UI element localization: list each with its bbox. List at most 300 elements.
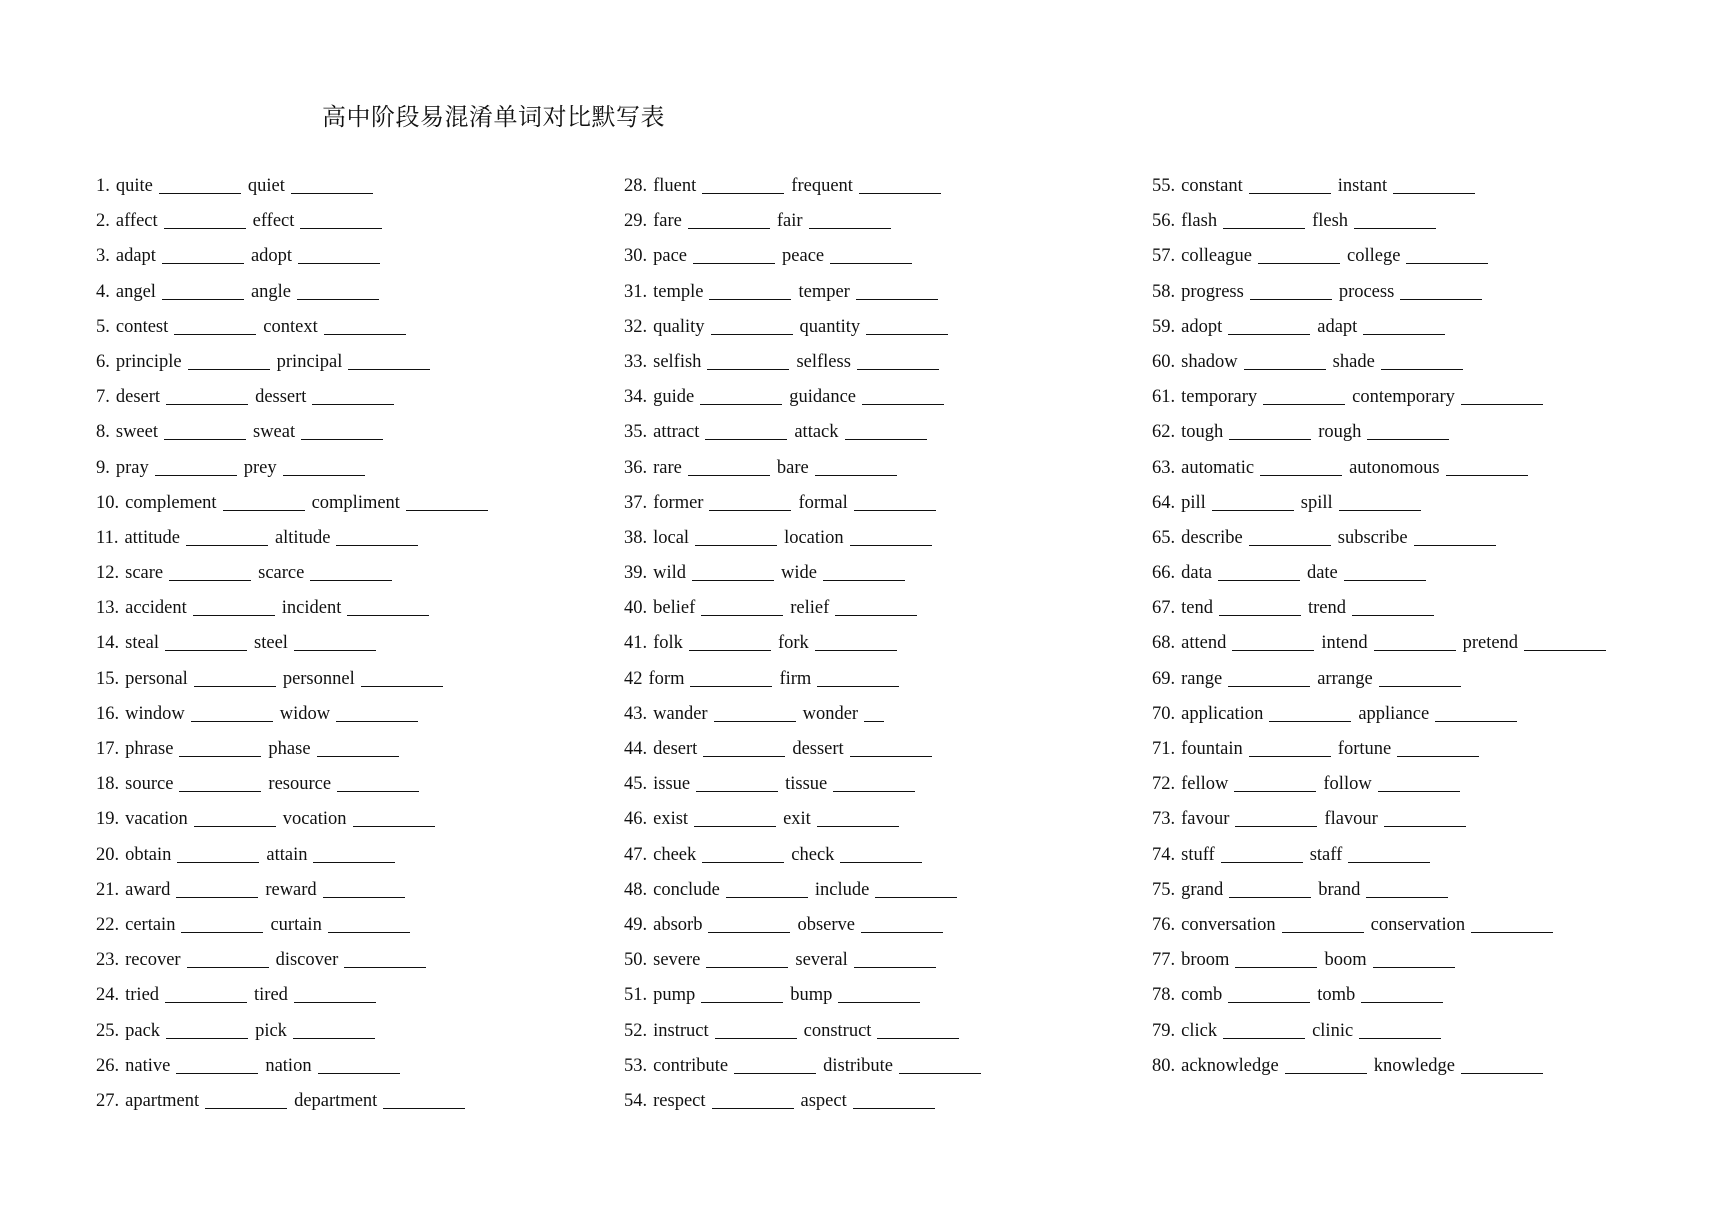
vocabulary-word: location: [784, 527, 844, 548]
answer-blank[interactable]: [696, 790, 778, 792]
item-number: 19.: [96, 809, 120, 830]
vocabulary-word: sweet: [115, 422, 158, 443]
answer-blank[interactable]: [164, 438, 246, 440]
vocabulary-word: shade: [1332, 351, 1375, 372]
word-pair-row: [96, 880, 596, 915]
answer-blank[interactable]: [877, 1037, 959, 1039]
answer-blank[interactable]: [1232, 649, 1314, 651]
answer-blank[interactable]: [293, 1037, 375, 1039]
answer-blank[interactable]: [712, 1107, 794, 1109]
column-3: [1152, 176, 1652, 1091]
word-pair-row: [1152, 317, 1652, 352]
vocabulary-word: pick: [255, 1020, 287, 1041]
answer-blank[interactable]: [353, 825, 435, 827]
answer-blank[interactable]: [1249, 192, 1331, 194]
vocabulary-word: colleague: [1181, 246, 1252, 267]
answer-blank[interactable]: [1384, 825, 1466, 827]
vocabulary-word: quantity: [799, 316, 861, 337]
vocabulary-word: fluent: [653, 176, 697, 196]
word-pair-row: [1152, 422, 1652, 457]
answer-blank[interactable]: [159, 192, 241, 194]
item-number: 71.: [1152, 739, 1176, 759]
word-pair-row: [96, 633, 596, 668]
answer-blank[interactable]: [840, 861, 922, 863]
answer-blank[interactable]: [361, 685, 443, 687]
answer-blank[interactable]: [291, 192, 373, 194]
vocabulary-word: department: [294, 1090, 378, 1111]
item-number: 41.: [624, 633, 648, 654]
answer-blank[interactable]: [1228, 1001, 1310, 1003]
word-pair-row: [96, 563, 596, 598]
answer-blank[interactable]: [854, 966, 936, 968]
answer-blank[interactable]: [815, 474, 897, 476]
vocabulary-word: adapt: [1317, 316, 1358, 337]
answer-blank[interactable]: [701, 614, 783, 616]
answer-blank[interactable]: [1446, 474, 1528, 476]
answer-blank[interactable]: [194, 825, 276, 827]
vocabulary-word: aspect: [800, 1090, 847, 1111]
answer-blank[interactable]: [1344, 579, 1426, 581]
vocabulary-word: affect: [115, 211, 158, 232]
answer-blank[interactable]: [709, 509, 791, 511]
vocabulary-word: accident: [125, 598, 187, 619]
vocabulary-word: fair: [776, 211, 803, 232]
item-number: 34.: [624, 387, 648, 408]
answer-blank[interactable]: [336, 544, 418, 546]
answer-blank[interactable]: [336, 720, 418, 722]
word-pair-row: [1152, 739, 1652, 774]
answer-blank[interactable]: [715, 1037, 797, 1039]
vocabulary-word: personal: [125, 668, 188, 689]
vocabulary-word: attitude: [124, 527, 180, 548]
answer-blank[interactable]: [861, 931, 943, 933]
answer-blank[interactable]: [694, 825, 776, 827]
vocabulary-word: reward: [265, 879, 317, 900]
answer-blank[interactable]: [714, 720, 796, 722]
answer-blank[interactable]: [833, 790, 915, 792]
answer-blank[interactable]: [823, 579, 905, 581]
answer-blank[interactable]: [1269, 720, 1351, 722]
answer-blank[interactable]: [318, 1072, 400, 1074]
vocabulary-word: relief: [790, 598, 830, 619]
column-1: [96, 176, 596, 1126]
word-pair-row: [1152, 493, 1652, 528]
answer-blank[interactable]: [191, 720, 273, 722]
answer-blank[interactable]: [297, 298, 379, 300]
vocabulary-word: knowledge: [1373, 1055, 1455, 1076]
item-number: 30.: [624, 246, 648, 267]
answer-blank[interactable]: [815, 649, 897, 651]
vocabulary-word: fork: [777, 633, 809, 654]
answer-blank[interactable]: [176, 896, 258, 898]
page-title: 高中阶段易混淆单词对比默写表: [322, 103, 665, 131]
vocabulary-word: tend: [1181, 598, 1213, 619]
vocabulary-word: clinic: [1312, 1020, 1354, 1041]
answer-blank[interactable]: [337, 790, 419, 792]
answer-blank[interactable]: [348, 368, 430, 370]
answer-blank[interactable]: [1229, 896, 1311, 898]
answer-blank[interactable]: [1348, 861, 1430, 863]
word-pair-row: [1152, 880, 1652, 915]
answer-blank[interactable]: [193, 614, 275, 616]
item-number: 16.: [96, 703, 120, 724]
answer-blank[interactable]: [693, 262, 775, 264]
word-pair-row: [624, 211, 1124, 246]
vocabulary-word: click: [1181, 1020, 1218, 1041]
answer-blank[interactable]: [1249, 544, 1331, 546]
vocabulary-word: fare: [653, 211, 682, 232]
answer-blank[interactable]: [1374, 649, 1456, 651]
word-pair-row: [1152, 458, 1652, 493]
vocabulary-word: brand: [1318, 879, 1361, 900]
item-number: 77.: [1152, 950, 1176, 971]
answer-blank[interactable]: [734, 1072, 816, 1074]
answer-blank[interactable]: [187, 966, 269, 968]
answer-blank[interactable]: [165, 1001, 247, 1003]
word-pair-row: [624, 176, 1124, 211]
answer-blank[interactable]: [899, 1072, 981, 1074]
item-number: 24.: [96, 985, 120, 1006]
item-number: 78.: [1152, 985, 1176, 1006]
item-number: 2.: [96, 211, 110, 232]
answer-blank[interactable]: [300, 227, 382, 229]
word-pair-row: [96, 352, 596, 387]
vocabulary-word: personnel: [282, 668, 355, 689]
item-number: 61.: [1152, 387, 1176, 408]
vocabulary-word: guidance: [789, 387, 857, 408]
answer-blank[interactable]: [1282, 931, 1364, 933]
answer-blank[interactable]: [1381, 368, 1463, 370]
vocabulary-word: compliment: [311, 492, 400, 513]
item-number: 49.: [624, 914, 648, 935]
vocabulary-word: temper: [798, 281, 850, 302]
vocabulary-word: construct: [803, 1020, 872, 1041]
vocabulary-word: fortune: [1337, 739, 1392, 759]
item-number: 32.: [624, 316, 648, 337]
vocabulary-word: temporary: [1181, 387, 1258, 408]
vocabulary-word: steel: [254, 633, 288, 654]
vocabulary-word: selfish: [653, 351, 702, 372]
answer-blank[interactable]: [1393, 192, 1475, 194]
answer-blank[interactable]: [856, 298, 938, 300]
answer-blank[interactable]: [864, 720, 884, 722]
answer-blank[interactable]: [1260, 474, 1342, 476]
item-number: 22.: [96, 914, 120, 935]
answer-blank[interactable]: [1363, 333, 1445, 335]
answer-blank[interactable]: [1258, 262, 1340, 264]
answer-blank[interactable]: [1228, 333, 1310, 335]
answer-blank[interactable]: [294, 1001, 376, 1003]
vocabulary-word: wild: [653, 563, 687, 584]
vocabulary-word: process: [1338, 281, 1395, 302]
vocabulary-word: staff: [1309, 844, 1343, 865]
vocabulary-word: conservation: [1370, 914, 1466, 935]
item-number: 46.: [624, 809, 648, 830]
word-pair-row: [624, 317, 1124, 352]
answer-blank[interactable]: [692, 579, 774, 581]
answer-blank[interactable]: [162, 298, 244, 300]
item-number: 65.: [1152, 527, 1176, 548]
answer-blank[interactable]: [688, 227, 770, 229]
vocabulary-word: adopt: [250, 246, 293, 267]
answer-blank[interactable]: [690, 685, 772, 687]
answer-blank[interactable]: [702, 192, 784, 194]
vocabulary-word: pace: [653, 246, 688, 267]
answer-blank[interactable]: [176, 1072, 258, 1074]
answer-blank[interactable]: [830, 262, 912, 264]
vocabulary-word: pretend: [1462, 633, 1519, 654]
vocabulary-word: college: [1347, 246, 1401, 267]
answer-blank[interactable]: [862, 403, 944, 405]
vocabulary-word: form: [648, 668, 685, 689]
vocabulary-word: observe: [797, 914, 855, 935]
answer-blank[interactable]: [1414, 544, 1496, 546]
answer-blank[interactable]: [857, 368, 939, 370]
answer-blank[interactable]: [845, 438, 927, 440]
word-pair-row: [1152, 176, 1652, 211]
answer-blank[interactable]: [1229, 438, 1311, 440]
answer-blank[interactable]: [709, 298, 791, 300]
vocabulary-word: exist: [653, 809, 689, 830]
word-pair-row: [624, 493, 1124, 528]
word-pair-row: [96, 528, 596, 563]
vocabulary-word: application: [1181, 703, 1264, 724]
vocabulary-word: altitude: [274, 527, 331, 548]
answer-blank[interactable]: [1406, 262, 1488, 264]
answer-blank[interactable]: [324, 333, 406, 335]
item-number: 72.: [1152, 774, 1176, 795]
answer-blank[interactable]: [817, 825, 899, 827]
item-number: 60.: [1152, 351, 1176, 372]
answer-blank[interactable]: [1354, 227, 1436, 229]
word-pair-row: [624, 845, 1124, 880]
item-number: 23.: [96, 950, 120, 971]
vocabulary-word: local: [653, 527, 690, 548]
answer-blank[interactable]: [177, 861, 259, 863]
answer-blank[interactable]: [1212, 509, 1294, 511]
answer-blank[interactable]: [162, 262, 244, 264]
answer-blank[interactable]: [283, 474, 365, 476]
answer-blank[interactable]: [317, 755, 399, 757]
item-number: 10.: [96, 492, 120, 513]
vocabulary-word: issue: [653, 774, 691, 795]
answer-blank[interactable]: [294, 649, 376, 651]
answer-blank[interactable]: [164, 227, 246, 229]
answer-blank[interactable]: [1361, 1001, 1443, 1003]
answer-blank[interactable]: [165, 649, 247, 651]
answer-blank[interactable]: [155, 474, 237, 476]
vocabulary-word: fellow: [1181, 774, 1229, 795]
vocabulary-word: trend: [1307, 598, 1346, 619]
column-2: [624, 176, 1124, 1126]
answer-blank[interactable]: [186, 544, 268, 546]
answer-blank[interactable]: [1435, 720, 1517, 722]
vocabulary-word: principal: [276, 351, 343, 372]
answer-blank[interactable]: [838, 1001, 920, 1003]
vocabulary-word: principle: [115, 351, 182, 372]
answer-blank[interactable]: [706, 966, 788, 968]
item-number: 13.: [96, 598, 120, 619]
vocabulary-word: comb: [1181, 985, 1223, 1006]
vocabulary-word: attend: [1181, 633, 1227, 654]
word-pair-row: [96, 422, 596, 457]
answer-blank[interactable]: [705, 438, 787, 440]
word-pair-row: [1152, 669, 1652, 704]
answer-blank[interactable]: [1524, 649, 1606, 651]
answer-blank[interactable]: [1244, 368, 1326, 370]
answer-blank[interactable]: [166, 403, 248, 405]
answer-blank[interactable]: [310, 579, 392, 581]
word-pair-row: [624, 1056, 1124, 1091]
vocabulary-word: instruct: [653, 1020, 709, 1041]
item-number: 5.: [96, 316, 110, 337]
word-pair-row: [624, 598, 1124, 633]
word-pair-row: [96, 282, 596, 317]
answer-blank[interactable]: [850, 544, 932, 546]
answer-blank[interactable]: [688, 474, 770, 476]
vocabulary-word: flavour: [1324, 809, 1378, 830]
item-number: 74.: [1152, 844, 1176, 865]
vocabulary-word: favour: [1181, 809, 1230, 830]
answer-blank[interactable]: [700, 403, 782, 405]
answer-blank[interactable]: [711, 333, 793, 335]
word-pair-row: [96, 1021, 596, 1056]
vocabulary-word: incident: [281, 598, 342, 619]
answer-blank[interactable]: [1218, 579, 1300, 581]
answer-blank[interactable]: [1219, 614, 1301, 616]
answer-blank[interactable]: [1366, 896, 1448, 898]
vocabulary-word: conclude: [653, 879, 720, 900]
answer-blank[interactable]: [1397, 755, 1479, 757]
answer-blank[interactable]: [328, 931, 410, 933]
answer-blank[interactable]: [866, 333, 948, 335]
answer-blank[interactable]: [169, 579, 251, 581]
answer-blank[interactable]: [1378, 790, 1460, 792]
answer-blank[interactable]: [695, 544, 777, 546]
vocabulary-word: instant: [1337, 176, 1388, 196]
answer-blank[interactable]: [875, 896, 957, 898]
item-number: 58.: [1152, 281, 1176, 302]
vocabulary-word: check: [791, 844, 835, 865]
item-number: 35.: [624, 422, 648, 443]
answer-blank[interactable]: [323, 896, 405, 898]
answer-blank[interactable]: [312, 403, 394, 405]
answer-blank[interactable]: [194, 685, 276, 687]
answer-blank[interactable]: [850, 755, 932, 757]
answer-blank[interactable]: [1359, 1037, 1441, 1039]
answer-blank[interactable]: [1250, 298, 1332, 300]
answer-blank[interactable]: [313, 861, 395, 863]
word-pair-row: [1152, 915, 1652, 950]
vocabulary-word: shadow: [1181, 351, 1238, 372]
word-pair-row: [96, 985, 596, 1020]
answer-blank[interactable]: [383, 1107, 465, 1109]
answer-blank[interactable]: [1263, 403, 1345, 405]
answer-blank[interactable]: [179, 755, 261, 757]
answer-blank[interactable]: [1339, 509, 1421, 511]
vocabulary-word: attract: [653, 422, 700, 443]
answer-blank[interactable]: [223, 509, 305, 511]
answer-blank[interactable]: [1234, 790, 1316, 792]
answer-blank[interactable]: [726, 896, 808, 898]
answer-blank[interactable]: [702, 861, 784, 863]
vocabulary-word: respect: [653, 1090, 706, 1111]
answer-blank[interactable]: [817, 685, 899, 687]
answer-blank[interactable]: [1373, 966, 1455, 968]
answer-blank[interactable]: [298, 262, 380, 264]
answer-blank[interactable]: [703, 755, 785, 757]
answer-blank[interactable]: [701, 1001, 783, 1003]
answer-blank[interactable]: [188, 368, 270, 370]
answer-blank[interactable]: [347, 614, 429, 616]
vocabulary-word: data: [1181, 563, 1212, 584]
vocabulary-word: date: [1306, 563, 1338, 584]
answer-blank[interactable]: [181, 931, 263, 933]
vocabulary-word: recover: [125, 950, 181, 971]
answer-blank[interactable]: [1223, 227, 1305, 229]
answer-blank[interactable]: [854, 509, 936, 511]
answer-blank[interactable]: [179, 790, 261, 792]
answer-blank[interactable]: [1461, 1072, 1543, 1074]
answer-blank[interactable]: [1228, 685, 1310, 687]
word-pair-row: [1152, 809, 1652, 844]
answer-blank[interactable]: [406, 509, 488, 511]
vocabulary-word: arrange: [1317, 668, 1373, 689]
item-number: 4.: [96, 281, 110, 302]
answer-blank[interactable]: [301, 438, 383, 440]
answer-blank[interactable]: [859, 192, 941, 194]
item-number: 50.: [624, 950, 648, 971]
word-pair-row: [624, 633, 1124, 668]
answer-blank[interactable]: [707, 368, 789, 370]
vocabulary-word: discover: [275, 950, 339, 971]
answer-blank[interactable]: [1235, 966, 1317, 968]
answer-blank[interactable]: [1471, 931, 1553, 933]
answer-blank[interactable]: [166, 1037, 248, 1039]
item-number: 42: [624, 668, 643, 689]
word-pair-row: [1152, 845, 1652, 880]
answer-blank[interactable]: [853, 1107, 935, 1109]
vocabulary-word: several: [795, 950, 848, 971]
item-number: 70.: [1152, 703, 1176, 724]
answer-blank[interactable]: [835, 614, 917, 616]
answer-blank[interactable]: [174, 333, 256, 335]
answer-blank[interactable]: [1379, 685, 1461, 687]
vocabulary-word: window: [125, 703, 185, 724]
vocabulary-word: appliance: [1358, 703, 1430, 724]
answer-blank[interactable]: [1400, 298, 1482, 300]
answer-blank[interactable]: [344, 966, 426, 968]
word-pair-row: [96, 211, 596, 246]
item-number: 67.: [1152, 598, 1176, 619]
answer-blank[interactable]: [708, 931, 790, 933]
answer-blank[interactable]: [1223, 1037, 1305, 1039]
answer-blank[interactable]: [1285, 1072, 1367, 1074]
word-pair-row: [1152, 1021, 1652, 1056]
item-number: 80.: [1152, 1055, 1176, 1076]
answer-blank[interactable]: [809, 227, 891, 229]
answer-blank[interactable]: [1367, 438, 1449, 440]
answer-blank[interactable]: [1461, 403, 1543, 405]
answer-blank[interactable]: [1221, 861, 1303, 863]
answer-blank[interactable]: [205, 1107, 287, 1109]
answer-blank[interactable]: [1235, 825, 1317, 827]
answer-blank[interactable]: [1249, 755, 1331, 757]
item-number: 44.: [624, 739, 648, 759]
item-number: 12.: [96, 563, 120, 584]
answer-blank[interactable]: [1352, 614, 1434, 616]
answer-blank[interactable]: [689, 649, 771, 651]
